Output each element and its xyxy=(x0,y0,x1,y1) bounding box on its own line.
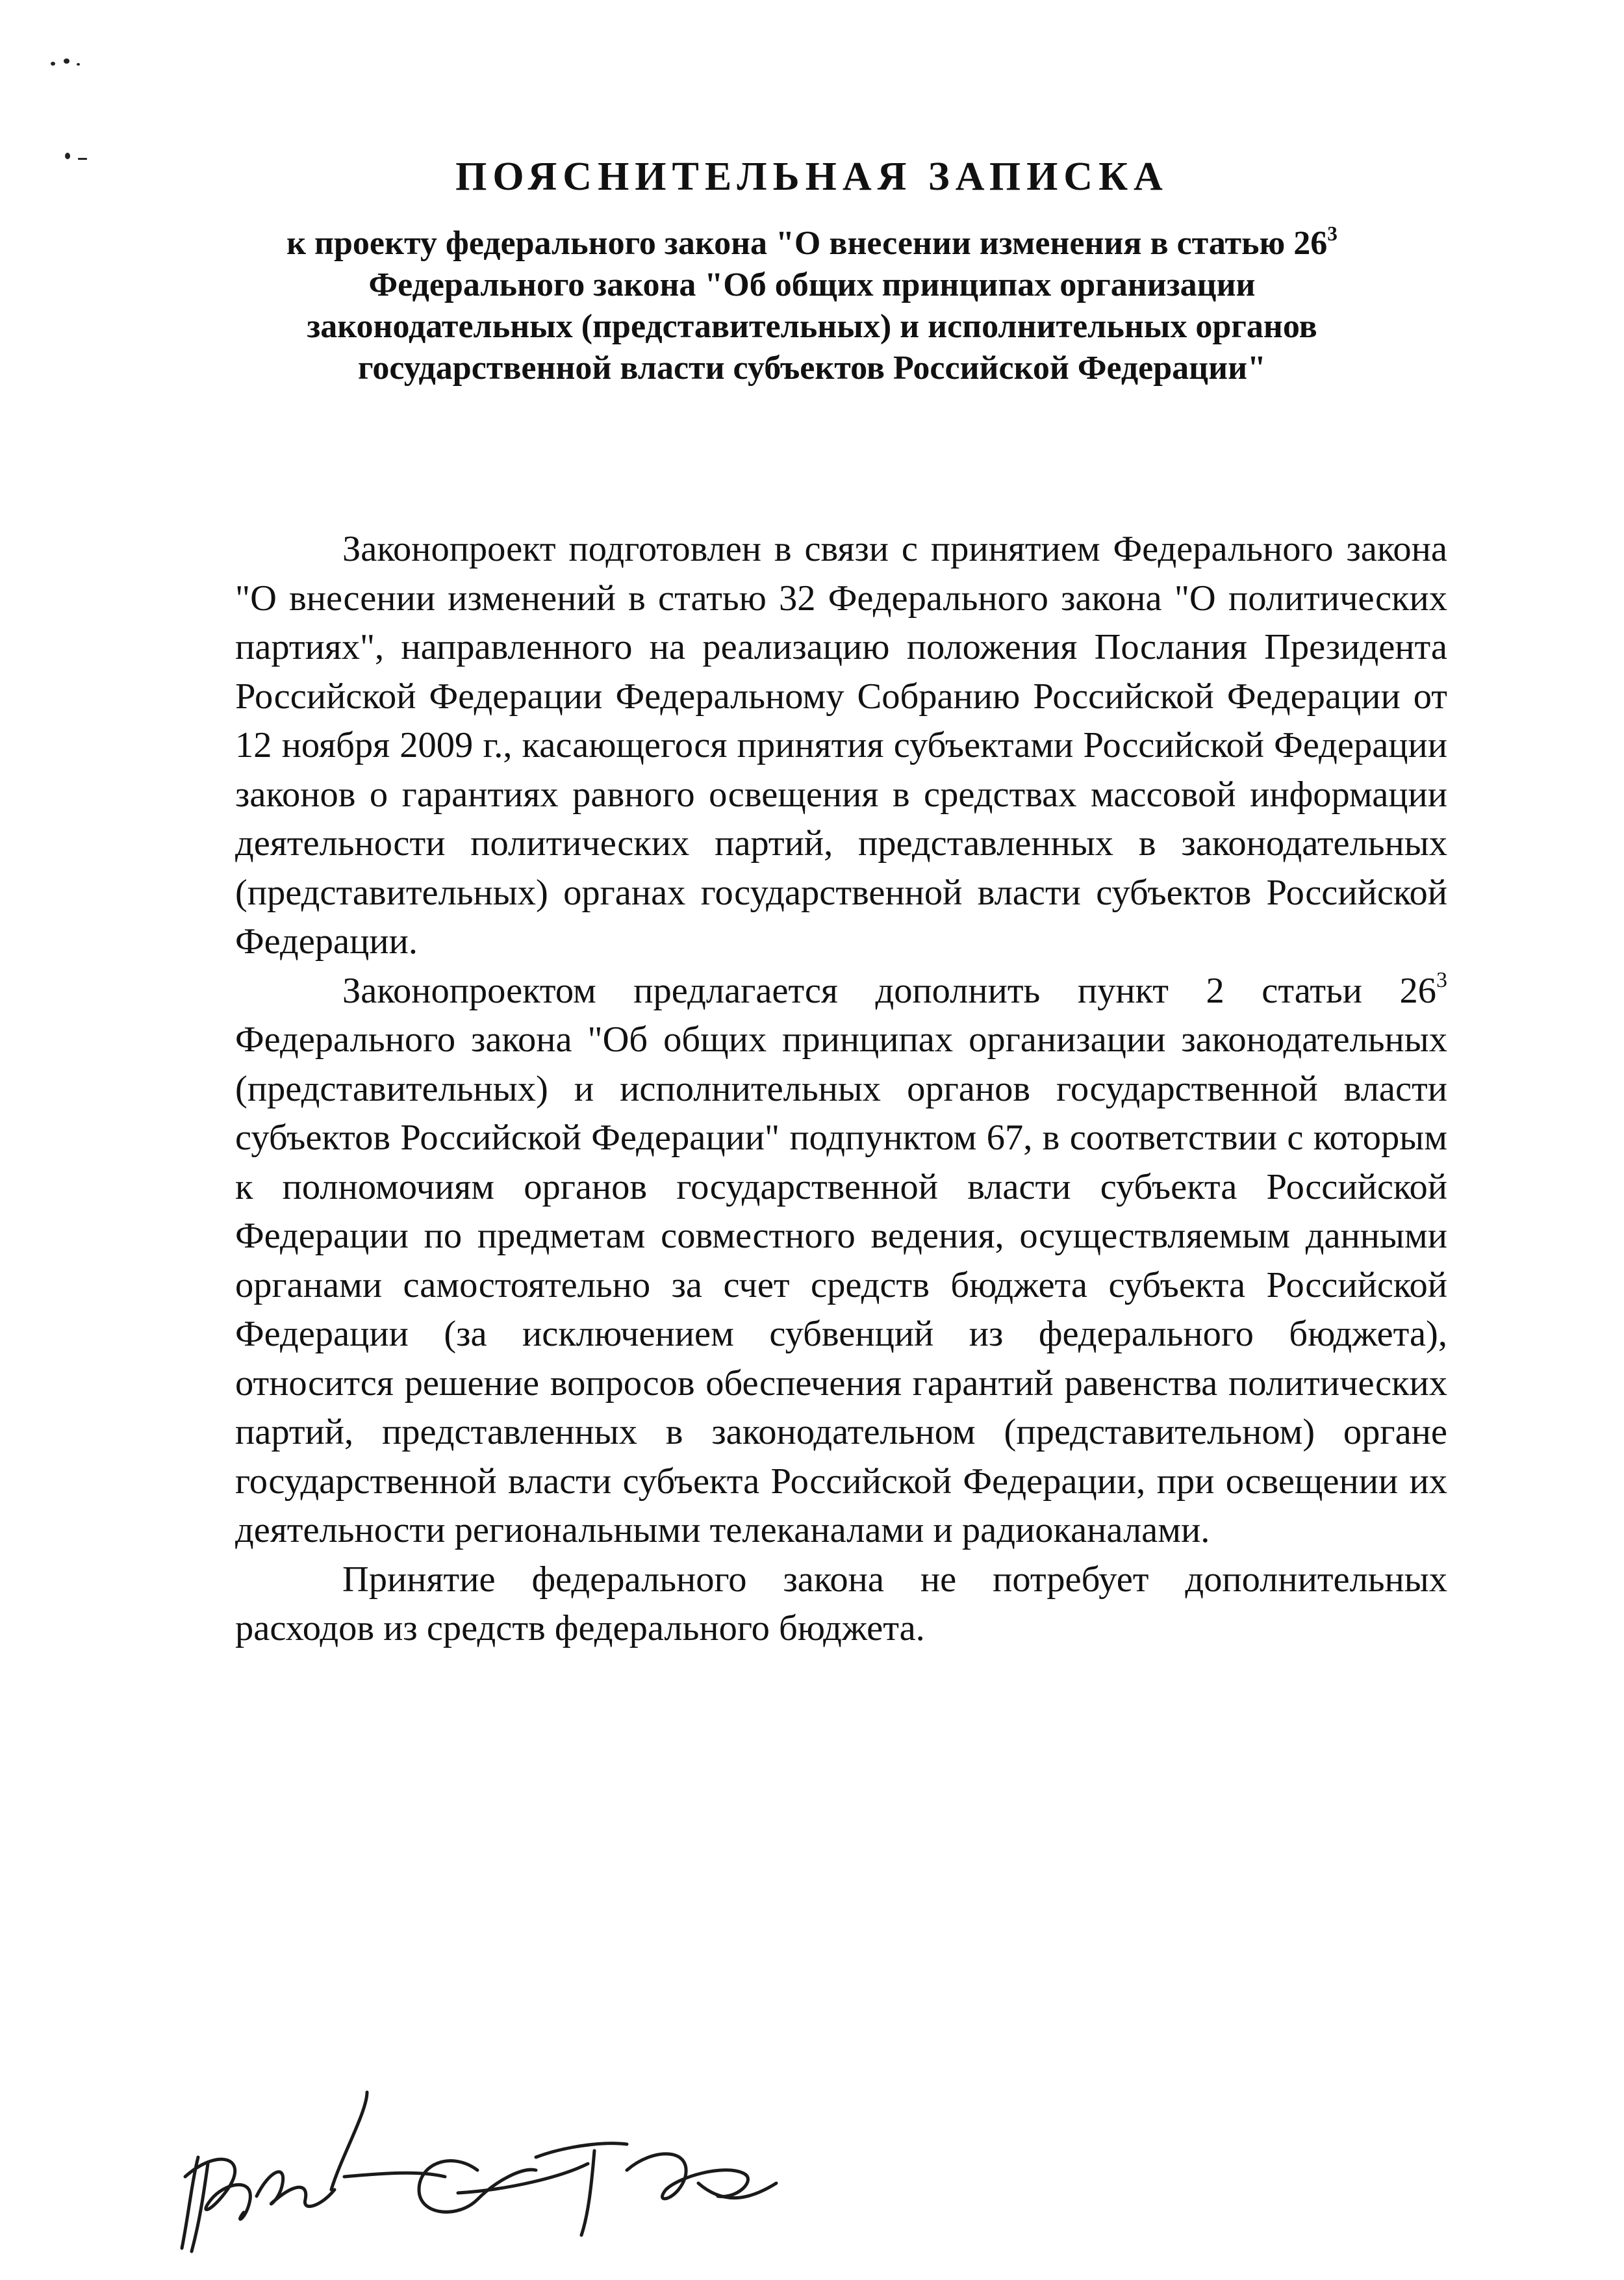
paragraph-2: Законопроектом предлагается дополнить пункт 2 статьи $26^3$ Федерального закона "Об общих принципах организации законодательных (представительных) и исполнительных органов государственной власти субъектов Российской Федерации" подпунктом 67, в соответствии с которым к полномочиям органов государственной власти субъекта Российской Федерации по предметам совместного ведения, осуществляемым данными органами самостоятельно за счет средств бюджета субъекта Российской Федерации (за исключением субвенций из федерального бюджета), относится решение вопросов обеспечения гарантий равенства политических партий, представленных в законодательном (представительном) органе государственной власти субъекта Российской Федерации, при освещении их деятельности региональными телеканалами и радиоканалами. xyxy=(235,968,1447,1550)
scan-mark xyxy=(77,63,80,66)
paragraph-3: Принятие федерального закона не потребует дополнительных расходов из средств федерального бюджета. xyxy=(235,1559,1447,1648)
document-subtitle: к проекту федерального закона "О внесении изменения в статью $26^3$ Федерального закона "Об общих принципах организации законодательных (представительных) и исполнительных органов государственной власти субъектов Российской Федерации" xyxy=(286,222,1338,387)
scan-mark xyxy=(64,58,70,64)
paragraph-1: Законопроект подготовлен в связи с принятием Федерального закона "О внесении изменений в статью 32 Федерального закона "О политических партиях", направленного на реализацию положения Послания Президента Российской Федерации Федеральному Собранию Российской Федерации от 12 ноября 2009 г., касающегося принятия субъектами Российской Федерации законов о гарантиях равного освещения в средствах массовой информации деятельности политических партий, представленных в законодательных (представительных) органах государственной власти субъектов Российской Федерации. xyxy=(235,529,1447,962)
document-heading: ПОЯСНИТЕЛЬНАЯ ЗАПИСКА xyxy=(455,155,1169,199)
document-body xyxy=(235,525,1447,1654)
handwritten-signature xyxy=(172,2086,802,2255)
scan-mark xyxy=(51,62,55,66)
